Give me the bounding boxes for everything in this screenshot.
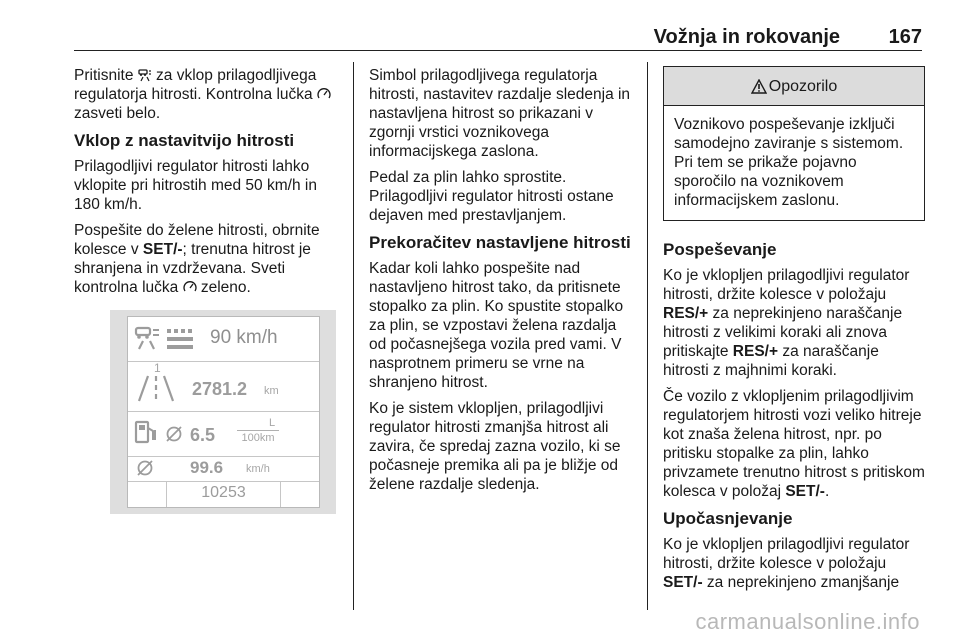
paragraph-res-plus: Ko je vklopljen prilagodljivi regulator hitrosti, držite kolesce v položaju RES/+ za neprekinjeno naraščanje hitrosti z velikimi koraki ali znova pritiskajte RES/+ za naraščanje hitrosti z majhnimi koraki. xyxy=(663,267,910,379)
cruise-control-lamp-icon xyxy=(183,280,197,294)
column-3 xyxy=(663,66,925,599)
page-header xyxy=(74,26,922,48)
trip-distance: 2781.2 xyxy=(192,379,248,399)
road-icon xyxy=(136,373,176,403)
header-title: Vožnja in rokovanje xyxy=(653,26,840,48)
display-row-trip xyxy=(128,361,319,412)
following-distance-icon xyxy=(166,327,198,351)
paragraph-speed-range: Prilagodljivi regulator hitrosti lahko vklopite pri hitrostih med 50 km/h in 180 km/h. xyxy=(74,158,317,213)
paragraph-release-pedal: Pedal za plin lahko sprostite. Prilagodljivi regulator hitrosti ostane dejaven med prestavljanjem. xyxy=(369,169,614,224)
display-row-fuel xyxy=(128,411,319,457)
paragraph-take-current-speed: Če vozilo z vklopljenim prilagodljivim regulatorjem hitrosti vozi veliko hitreje kot znaša želena hitrost, npr. po pritisku stopalke za plin, lahko privzamete trenutno hitrost s pritiskom kolesca v položaj SET/-. xyxy=(663,388,925,500)
warning-text: Voznikovo pospeševanje izključi samodejno zaviranje s sistemom. Pri tem se prikaže pojavno sporočilo na voznikovem informacijskem zaslonu. xyxy=(674,116,904,209)
heading-acceleration: Pospeševanje xyxy=(663,240,777,259)
fuel-unit-bottom: 100km xyxy=(241,432,275,444)
heading-deceleration: Upočasnjevanje xyxy=(663,509,793,528)
average-speed-unit: km/h xyxy=(246,463,270,475)
heading-set-speed: Vklop z nastavitvijo hitrosti xyxy=(74,131,295,150)
warning-box xyxy=(663,66,925,221)
odometer: 10253 xyxy=(201,484,246,501)
watermark: carmanualsonline.info xyxy=(695,609,920,634)
paragraph-set-wheel: Pospešite do želene hitrosti, obrnite kolesce v SET/-; trenutna hitrost je shranjena in vzdrževana. Sveti kontrolna lučka zeleno. xyxy=(74,222,320,296)
adaptive-cruise-icon xyxy=(134,325,160,351)
display-row-cruise xyxy=(128,317,319,362)
column-divider-2 xyxy=(647,62,648,610)
column-divider-1 xyxy=(353,62,354,610)
fuel-unit-rule xyxy=(237,430,279,431)
display-row-odometer xyxy=(128,481,319,507)
paragraph-accelerate-above: Kadar koli lahko pospešite nad nastavljeno hitrost tako, da pritisnete stopalko za plin. Ko spustite stopalko za plin, se vzpostavi želena razdalja od počasnejšega vozila pred vami. V nasprotnem primeru se vrne na shranjeno hitrost. xyxy=(369,260,624,391)
paragraph-set-minus: Ko je vklopljen prilagodljivi regulator hitrosti, držite kolesce v položaju SET/- za neprekinjeno zmanjšanje xyxy=(663,536,910,591)
display-screen xyxy=(127,316,320,508)
header-rule xyxy=(74,50,922,51)
warning-header xyxy=(664,67,924,106)
paragraph-braking: Ko je sistem vklopljen, prilagodljivi regulator hitrosti zmanjša hitrost ali zavira, če spredaj zazna vozilo, ki se počasneje premika ali pa je bližje od želene razdalje sledenja. xyxy=(369,400,621,493)
average-icon xyxy=(165,425,183,443)
warning-triangle-icon xyxy=(751,79,767,94)
display-row-avg-speed xyxy=(128,456,319,482)
odometer-cell-right xyxy=(280,481,281,507)
adaptive-cruise-icon xyxy=(138,68,152,82)
lane-number: 1 xyxy=(154,361,161,375)
paragraph-symbol-display: Simbol prilagodljivega regulatorja hitrosti, nastavitev razdalje sledenja in nastavljena hitrost so prikazani v zgornji vrstici voznikovega informacijskega zaslona. xyxy=(369,67,631,160)
driver-info-display-illustration xyxy=(110,310,336,514)
set-speed-readout: 90 km/h xyxy=(210,327,278,348)
average-icon xyxy=(136,459,154,477)
heading-exceed-speed: Prekoračitev nastavljene hitrosti xyxy=(369,233,631,252)
fuel-pump-icon xyxy=(134,419,158,445)
column-1 xyxy=(74,66,340,304)
odometer-cell-left xyxy=(166,481,167,507)
trip-unit: km xyxy=(264,385,279,397)
fuel-consumption: 6.5 xyxy=(190,425,216,445)
column-2 xyxy=(369,66,635,501)
average-speed: 99.6 xyxy=(190,458,224,477)
page-number: 167 xyxy=(888,26,922,48)
cruise-control-lamp-icon xyxy=(317,87,331,101)
fuel-unit-top: L xyxy=(268,417,276,429)
warning-title: Opozorilo xyxy=(768,77,838,95)
paragraph-activate: Pritisnite za vklop prilagodljivega regulatorja hitrosti. Kontrolna lučka zasveti belo. xyxy=(74,66,340,123)
